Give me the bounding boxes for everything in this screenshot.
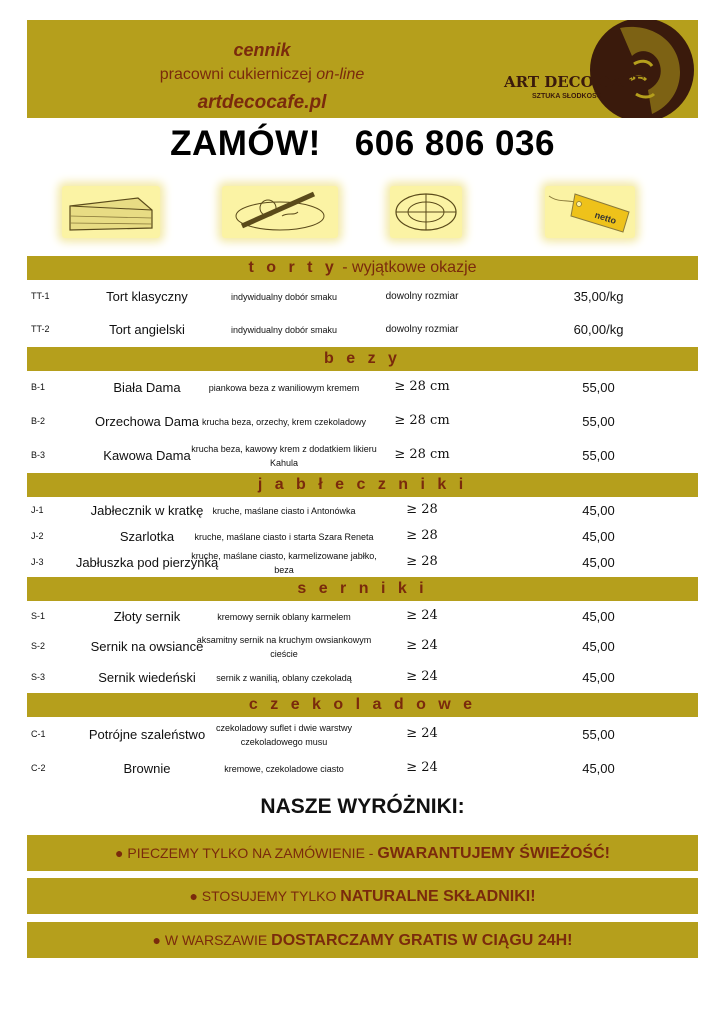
table-row — [27, 441, 698, 471]
section-bezy-title: b e z y — [324, 350, 401, 367]
row-code: B-1 — [31, 382, 46, 392]
feature-highlight: NATURALNE SKŁADNIKI! — [340, 888, 536, 905]
price-tag-icon — [545, 186, 635, 238]
feature-highlight: DOSTARCZAMY GRATIS W CIĄGU 24H! — [271, 932, 573, 949]
row-desc: kruche, maślane ciasto, karmelizowane jabłko, beza — [191, 551, 377, 575]
row-code: TT-1 — [31, 291, 50, 301]
feature-text: ● PIECZEMY TYLKO NA ZAMÓWIENIE - — [115, 845, 378, 861]
row-code: B-2 — [31, 416, 46, 426]
row-size: ≥ 28 — [406, 528, 438, 543]
row-name: Złoty sernik — [113, 609, 181, 624]
row-price: 55,00 — [582, 380, 615, 395]
section-serniki-title: s e r n i k i — [297, 580, 428, 597]
row-price: 45,00 — [582, 639, 615, 654]
row-name: Biała Dama — [113, 380, 181, 395]
row-price: 60,00/kg — [573, 322, 624, 337]
order-line — [0, 124, 725, 164]
row-price: 45,00 — [582, 670, 615, 685]
row-size: ≥ 24 — [406, 726, 438, 741]
row-price: 55,00 — [582, 414, 615, 429]
row-price: 45,00 — [582, 555, 615, 570]
row-size: ≥ 24 — [406, 608, 438, 623]
row-desc: krucha beza, kawowy krem z dodatkiem likieru Kahula — [191, 444, 377, 468]
row-code: J-1 — [31, 505, 44, 515]
row-name: Tort angielski — [109, 322, 185, 337]
section-jableczniki — [27, 473, 698, 497]
section-czekoladowe — [27, 693, 698, 717]
row-size: ≥ 24 — [406, 760, 438, 775]
row-size: ≥ 28 cm — [394, 447, 450, 462]
row-code: TT-2 — [31, 324, 50, 334]
order-label: ZAMÓW! — [170, 124, 321, 163]
feature-highlight: GWARANTUJEMY ŚWIEŻOŚĆ! — [377, 845, 610, 862]
features-title: NASZE WYRÓŻNIKI: — [260, 795, 465, 818]
row-desc: kruche, maślane ciasto i starta Szara Reneta — [194, 532, 374, 542]
feature-text: ● STOSUJEMY TYLKO — [189, 888, 341, 904]
row-desc: kruche, maślane ciasto i Antonówka — [212, 506, 356, 516]
table-row — [27, 754, 698, 784]
row-name: Brownie — [123, 761, 171, 776]
row-size: ≥ 28 cm — [394, 379, 450, 394]
art-deco-cafe-logo — [502, 20, 698, 118]
header-cennik: cennik — [233, 40, 291, 60]
row-desc: indywidualny dobór smaku — [230, 292, 338, 302]
row-price: 45,00 — [582, 761, 615, 776]
table-row — [27, 282, 698, 312]
header-subtitle-text: pracowni cukierniczej — [159, 66, 317, 83]
feature-banner-delivery — [27, 922, 698, 958]
row-name: Orzechowa Dama — [94, 414, 200, 429]
rolling-pin-icon — [222, 186, 338, 238]
row-name: Tort klasyczny — [106, 289, 188, 304]
header-website[interactable]: artdecocafe.pl — [197, 92, 327, 113]
row-price: 45,00 — [582, 529, 615, 544]
row-price: 55,00 — [582, 448, 615, 463]
row-price: 45,00 — [582, 503, 615, 518]
table-row — [27, 720, 698, 750]
row-size: dowolny rozmiar — [385, 291, 459, 302]
row-desc: czekoladowy suflet i dwie warstwy czekoladowego musu — [215, 723, 353, 747]
cake-slice-icon — [62, 186, 160, 238]
row-code: B-3 — [31, 450, 46, 460]
section-czekoladowe-title: c z e k o l a d o w e — [248, 696, 477, 713]
section-bezy — [27, 347, 698, 371]
logo-subtext: SZTUKA SŁODKOŚCI — [532, 93, 604, 100]
logo-text: ART DECO CAFE — [504, 73, 645, 91]
row-desc: kremowy sernik oblany karmelem — [217, 612, 351, 622]
row-name: Kawowa Dama — [103, 448, 191, 463]
tag-netto-text: netto — [593, 209, 618, 227]
table-row — [27, 602, 698, 632]
row-desc: kremowe, czekoladowe ciasto — [224, 764, 344, 774]
order-phone[interactable]: 606 806 036 — [354, 124, 555, 163]
row-name: Jabłuszka pod pierzynką — [75, 555, 219, 570]
section-torty — [27, 256, 698, 280]
section-torty-title: t o r t y — [248, 259, 338, 276]
cake-top-view-icon — [390, 186, 462, 238]
row-code: S-1 — [31, 611, 46, 621]
header-subtitle — [27, 66, 497, 84]
row-name: Sernik na owsiance — [90, 639, 204, 654]
row-size: ≥ 24 — [406, 638, 438, 653]
row-size: ≥ 28 cm — [394, 413, 450, 428]
row-desc: piankowa beza z waniliowym kremem — [208, 383, 360, 393]
row-price: 45,00 — [582, 609, 615, 624]
section-jableczniki-title: j a b ł e c z n i k i — [257, 476, 468, 493]
row-desc: aksamitny sernik na kruchym owsiankowym cieście — [196, 635, 372, 659]
section-torty-extra: - wyjątkowe okazje — [337, 259, 477, 276]
table-row — [27, 373, 698, 403]
row-size: ≥ 28 — [406, 554, 438, 569]
row-code: J-3 — [31, 557, 44, 567]
row-size: ≥ 28 — [406, 502, 438, 517]
table-row — [27, 315, 698, 345]
row-desc: krucha beza, orzechy, krem czekoladowy — [202, 417, 366, 427]
header-banner — [27, 20, 698, 118]
table-row — [27, 632, 698, 662]
row-size: dowolny rozmiar — [385, 324, 459, 335]
feature-banner-ingredients — [27, 878, 698, 914]
row-name: Szarlotka — [119, 529, 175, 544]
row-name: Jabłecznik w kratkę — [90, 503, 204, 518]
table-row — [27, 548, 698, 578]
row-desc: indywidualny dobór smaku — [230, 325, 338, 335]
row-code: C-2 — [31, 763, 46, 773]
feature-text: ● W WARSZAWIE — [152, 932, 272, 948]
row-price: 55,00 — [582, 727, 615, 742]
feature-banner-freshness — [27, 835, 698, 871]
table-row — [27, 663, 698, 693]
row-name: Sernik wiedeński — [98, 670, 196, 685]
row-size: ≥ 24 — [406, 669, 438, 684]
header-subtitle-online: on-line — [316, 66, 365, 83]
row-name: Potrójne szaleństwo — [88, 727, 206, 742]
row-code: C-1 — [31, 729, 46, 739]
section-serniki — [27, 577, 698, 601]
row-code: J-2 — [31, 531, 44, 541]
row-code: S-3 — [31, 672, 46, 682]
row-code: S-2 — [31, 641, 46, 651]
row-price: 35,00/kg — [573, 289, 624, 304]
row-desc: sernik z wanilią, oblany czekoladą — [216, 673, 352, 683]
table-row — [27, 407, 698, 437]
